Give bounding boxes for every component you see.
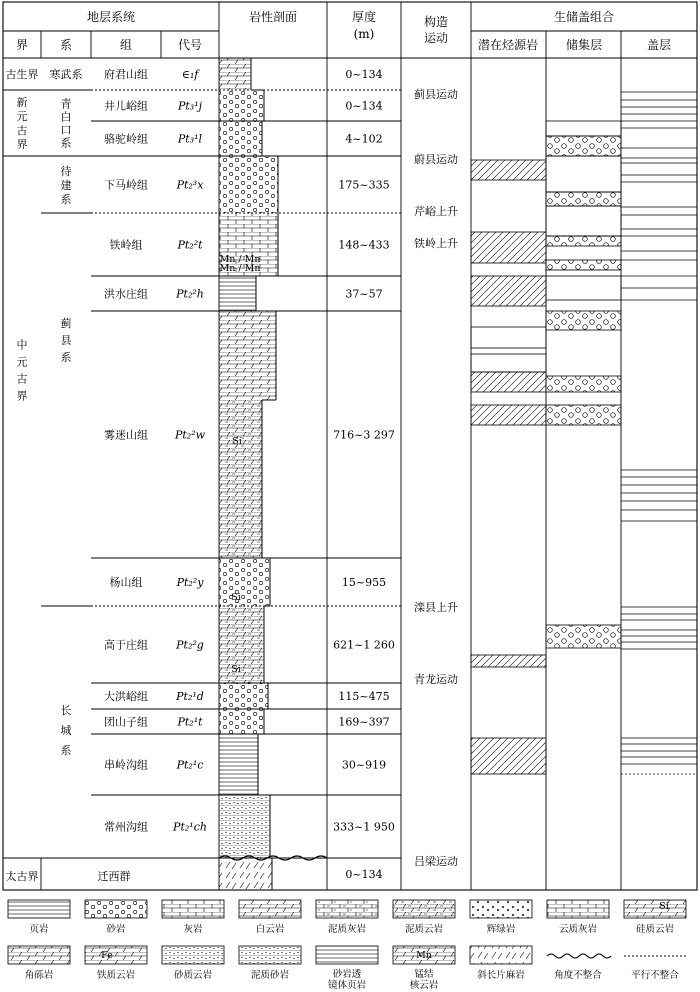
system-label: 系 <box>60 744 72 757</box>
formation-thickness: 0~134 <box>345 99 383 113</box>
lithology-bed <box>219 58 251 90</box>
header-strat-system: 地层系统 <box>86 10 136 24</box>
legend-swatch-dolomite <box>239 900 301 918</box>
formation-name: 常州沟组 <box>104 820 148 834</box>
legend-label: 泥质灰岩 <box>327 924 367 935</box>
lithology-bed <box>219 156 278 213</box>
source-rock-interval <box>471 655 546 667</box>
reservoir-interval <box>546 405 621 425</box>
source-rock-interval <box>471 372 546 392</box>
header-tectonic: 运动 <box>423 31 449 45</box>
formation-thickness: 333~1 950 <box>333 820 395 834</box>
tectonic-movement: 蔚县运动 <box>414 153 458 166</box>
header-combination: 生储盖组合 <box>553 10 615 24</box>
formation-thickness: 15~955 <box>341 576 387 589</box>
legend-label: 泥质云岩 <box>404 924 444 935</box>
legend-glyph: Si <box>659 901 669 912</box>
legend-swatch-argillaceous-sandstone <box>239 946 301 964</box>
system-label: 系 <box>60 193 72 206</box>
siliceous-label: Si <box>231 592 241 603</box>
legend-swatch-shale <box>8 900 70 918</box>
lithology-bed <box>219 734 258 795</box>
siliceous-label: Si <box>232 436 242 447</box>
header-cap-rock: 盖层 <box>646 38 672 52</box>
formation-name: 杨山组 <box>109 576 143 589</box>
system-label: 白 <box>60 110 72 124</box>
source-rock-interval <box>471 232 546 263</box>
formation-code: Pt₂³x <box>176 178 204 192</box>
system-label: 蓟 <box>60 317 72 330</box>
tectonic-movement: 蓟县运动 <box>414 88 458 101</box>
reservoir-interval <box>546 192 621 206</box>
formation-name: 下马岭组 <box>104 178 148 192</box>
formation-code: Pt₃¹j <box>177 99 203 113</box>
legend-swatch-breccia <box>8 946 70 964</box>
era-label: 新 <box>16 96 28 109</box>
header-lithology: 岩性剖面 <box>248 10 298 24</box>
lithology-bed <box>219 311 276 400</box>
reservoir-interval <box>546 311 621 330</box>
reservoir-interval <box>546 156 621 192</box>
era-label: 元 <box>16 355 28 369</box>
formation-name: 井儿峪组 <box>104 99 148 113</box>
formation-code: Pt₂¹d <box>176 690 204 703</box>
header-code: 代号 <box>177 38 203 52</box>
lithology-bed <box>219 121 262 156</box>
source-rock-interval <box>471 738 546 774</box>
formation-thickness: 0~134 <box>345 68 383 81</box>
legend-swatch-sandstone <box>85 900 147 918</box>
formation-name: 洪水庄组 <box>104 287 148 301</box>
formation-name: 团山子组 <box>104 715 148 729</box>
formation-name: 铁岭组 <box>109 238 143 252</box>
formation-name: 骆驼岭组 <box>104 132 148 146</box>
formation-thickness: 115~475 <box>338 690 390 703</box>
legend-label: 核云岩 <box>409 980 439 991</box>
header-tectonic: 构造 <box>423 15 449 29</box>
formation-thickness: 0~134 <box>345 868 383 881</box>
era-label: 界 <box>16 389 28 403</box>
legend-label: 白云岩 <box>255 924 285 935</box>
formation-code: Pt₂²y <box>176 576 204 589</box>
legend-glyph: Mn <box>416 950 432 961</box>
system-label: 待 <box>60 165 72 178</box>
system-label: 寒武系 <box>49 68 83 81</box>
header-formation: 组 <box>119 38 133 52</box>
formation-code: Pt₃¹l <box>177 132 203 146</box>
era-label: 古生界 <box>5 68 39 81</box>
formation-code: Pt₂¹ch <box>173 820 207 834</box>
system-label: 口 <box>60 123 72 137</box>
system-label: 城 <box>60 724 72 737</box>
siliceous-label: Si <box>231 664 241 675</box>
era-label: 古 <box>16 124 28 137</box>
formation-code: Pt₂²h <box>176 287 204 301</box>
legend-swatch-argillaceous-limestone <box>316 900 378 918</box>
reservoir-interval <box>546 260 621 270</box>
reservoir-interval <box>546 206 621 236</box>
manganese-label: Mn / Mn <box>219 263 261 274</box>
formation-code: Pt₂¹c <box>176 758 204 772</box>
legend-label: 锰结 <box>414 969 434 980</box>
tectonic-movement: 铁岭上升 <box>414 237 458 250</box>
legend-label: 硅质云岩 <box>635 924 675 935</box>
source-rock-interval <box>471 327 546 348</box>
header-system: 系 <box>59 38 73 52</box>
legend-swatch-dolomitic-limestone <box>547 900 609 918</box>
lithology-bed <box>219 709 264 734</box>
header-era: 界 <box>15 38 29 52</box>
formation-code: Pt₂²w <box>174 428 206 442</box>
header-thickness: 厚度 <box>351 10 377 24</box>
lithology-bed <box>219 400 262 558</box>
system-label: 县 <box>60 334 72 347</box>
source-rock-interval <box>471 160 546 180</box>
formation-code: ∈₁f <box>181 68 199 81</box>
tectonic-movement: 吕梁运动 <box>414 855 458 868</box>
formation-thickness: 30~919 <box>341 758 387 772</box>
system-label: 迁西群 <box>97 870 131 883</box>
formation-thickness: 175~335 <box>338 178 390 192</box>
formation-name: 串岭沟组 <box>104 758 148 772</box>
source-rock-interval <box>471 276 546 306</box>
legend-label: 砂岩透 <box>332 969 362 980</box>
legend-label: 斜长片麻岩 <box>477 970 525 981</box>
legend-swatch-sandstone-lens-shale <box>316 946 378 964</box>
legend-swatch-siliceous-dolomite <box>624 900 686 918</box>
legend-label: 镜体页岩 <box>327 980 367 991</box>
legend-label: 辉绿岩 <box>486 924 516 935</box>
legend-swatch-limestone <box>162 900 224 918</box>
legend-label: 角砾岩 <box>24 970 54 981</box>
source-rock-interval <box>471 354 546 372</box>
lithology-column <box>219 58 327 890</box>
formation-name: 大洪峪组 <box>104 690 148 703</box>
source-rock-interval <box>471 405 546 425</box>
header-reservoir: 储集层 <box>565 38 603 52</box>
tectonic-movement: 滦县上升 <box>414 601 458 614</box>
lithology-bed <box>219 683 268 709</box>
legend-label: 平行不整合 <box>631 970 679 981</box>
lithology-legend <box>8 900 686 991</box>
legend-swatch-sandy-dolomite <box>162 946 224 964</box>
manganese-label: Mn / Mn <box>219 254 261 265</box>
era-label: 古 <box>16 372 28 386</box>
legend-label: 角度不整合 <box>554 970 602 981</box>
legend-swatch-angular-unconformity <box>547 954 611 958</box>
formation-code: Pt₂²g <box>176 638 204 652</box>
system-label: 建 <box>60 179 72 192</box>
header-thickness-unit: (m) <box>353 27 375 41</box>
lithology-bed <box>219 795 270 858</box>
system-label: 系 <box>60 351 72 364</box>
lithology-bed <box>219 276 256 311</box>
legend-swatch-ferruginous-dolomite <box>85 946 147 964</box>
era-label: 界 <box>16 138 28 151</box>
formation-thickness: 169~397 <box>338 715 390 729</box>
formation-code: Pt₂¹t <box>177 715 203 729</box>
reservoir-interval <box>546 625 621 648</box>
formation-name: 雾迷山组 <box>104 428 148 442</box>
legend-swatch-argillaceous-dolomite <box>393 900 455 918</box>
legend-label: 铁质云岩 <box>96 970 136 981</box>
formation-thickness: 621~1 260 <box>333 638 395 652</box>
formation-name: 府君山组 <box>104 68 148 81</box>
era-label: 元 <box>16 110 28 123</box>
lithology-bed <box>219 90 264 121</box>
legend-label: 泥质砂岩 <box>250 970 290 981</box>
reservoir-interval <box>546 276 621 300</box>
reservoir-interval <box>546 236 621 246</box>
system-label: 长 <box>60 704 72 717</box>
petroleum-combination-columns <box>471 92 697 774</box>
legend-label: 砂岩 <box>106 924 126 935</box>
reservoir-interval <box>546 136 621 156</box>
legend-glyph: Fe <box>101 950 113 961</box>
era-label: 中 <box>16 338 28 352</box>
formation-thickness: 148~433 <box>338 238 390 252</box>
lithology-bed <box>219 606 264 683</box>
formation-thickness: 716~3 297 <box>333 428 395 442</box>
formation-code: Pt₂²t <box>177 238 203 252</box>
tectonic-movement: 芹峪上升 <box>414 205 458 218</box>
formation-thickness: 37~57 <box>345 287 383 301</box>
formation-thickness: 4~102 <box>345 132 383 146</box>
tectonic-movement: 青龙运动 <box>414 673 458 686</box>
system-label: 青 <box>60 97 72 111</box>
formation-name: 高于庄组 <box>104 638 148 652</box>
legend-label: 页岩 <box>29 924 49 935</box>
lithology-bed <box>219 858 272 890</box>
system-label: 系 <box>60 136 72 150</box>
reservoir-interval <box>546 376 621 392</box>
legend-label: 砂质云岩 <box>173 970 213 981</box>
era-label: 太古界 <box>5 870 39 883</box>
reservoir-interval <box>546 121 621 136</box>
legend-swatch-plagioclase-gneiss <box>470 946 532 964</box>
legend-label: 灰岩 <box>183 924 203 935</box>
legend-swatch-diabase <box>470 900 532 918</box>
lithology-bed <box>219 558 270 606</box>
legend-label: 云质灰岩 <box>558 924 598 935</box>
header-source-rock: 潜在烃源岩 <box>477 38 539 52</box>
